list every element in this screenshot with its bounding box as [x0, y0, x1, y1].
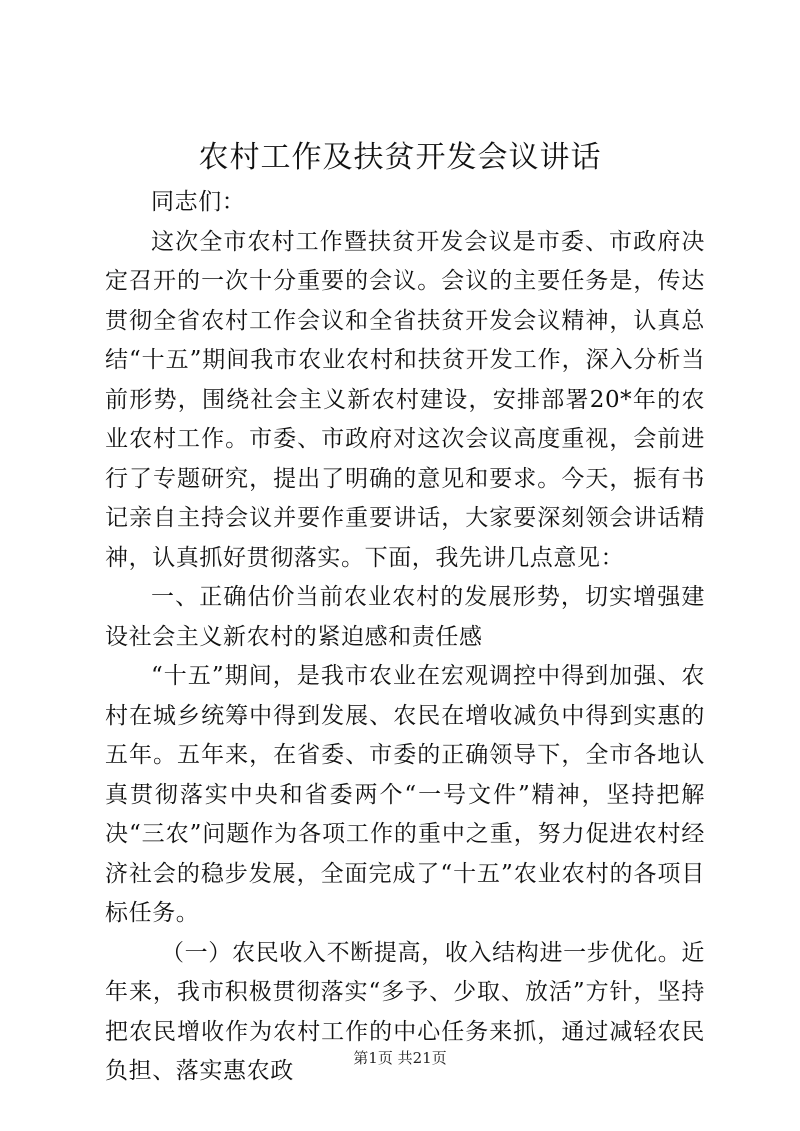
- body-paragraph: “十五”期间，是我市农业在宏观调控中得到加强、农村在城乡统筹中得到发展、农民在增收减负中得到实惠的五年。五年来，在省委、市委的正确领导下，全市各地认真贯彻落实中央和省委两个“一号文件”精神，坚持把解决“三农”问题作为各项工作的重中之重，努力促进农村经济社会的稳步发展，全面完成了“十五”农业农村的各项目标任务。: [105, 663, 705, 926]
- page-number: 第1页 共21页: [353, 1049, 447, 1067]
- intro-paragraph: 这次全市农村工作暨扶贫开发会议是市委、市政府决定召开的一次十分重要的会议。会议的主要任务是，传达贯彻全省农村工作会议和全省扶贫开发会议精神，认真总结“十五”期间我市农业农村和扶贫开发工作，深入分析当前形势，围绕社会主义新农村建设，安排部署20*年的农业农村工作。市委、市政府对这次会议高度重视，会前进行了专题研究，提出了明确的意见和要求。今天，振有书记亲自主持会议并要作重要讲话，大家要深刻领会讲话精神，认真抓好贯彻落实。下面，我先讲几点意见：: [105, 228, 705, 571]
- document-body: [105, 183, 705, 1092]
- subsection-paragraph: （一）农民收入不断提高，收入结构进一步优化。近年来，我市积极贯彻落实“多予、少取、放活”方针，坚持把农民增收作为农村工作的中心任务来抓，通过减轻农民负担、落实惠农政: [105, 939, 705, 1084]
- section-heading: 一、正确估价当前农业农村的发展形势，切实增强建设社会主义新农村的紧迫感和责任感: [105, 584, 705, 650]
- salutation: 同志们：: [151, 189, 246, 215]
- document-title: 农村工作及扶贫开发会议讲话: [198, 140, 602, 175]
